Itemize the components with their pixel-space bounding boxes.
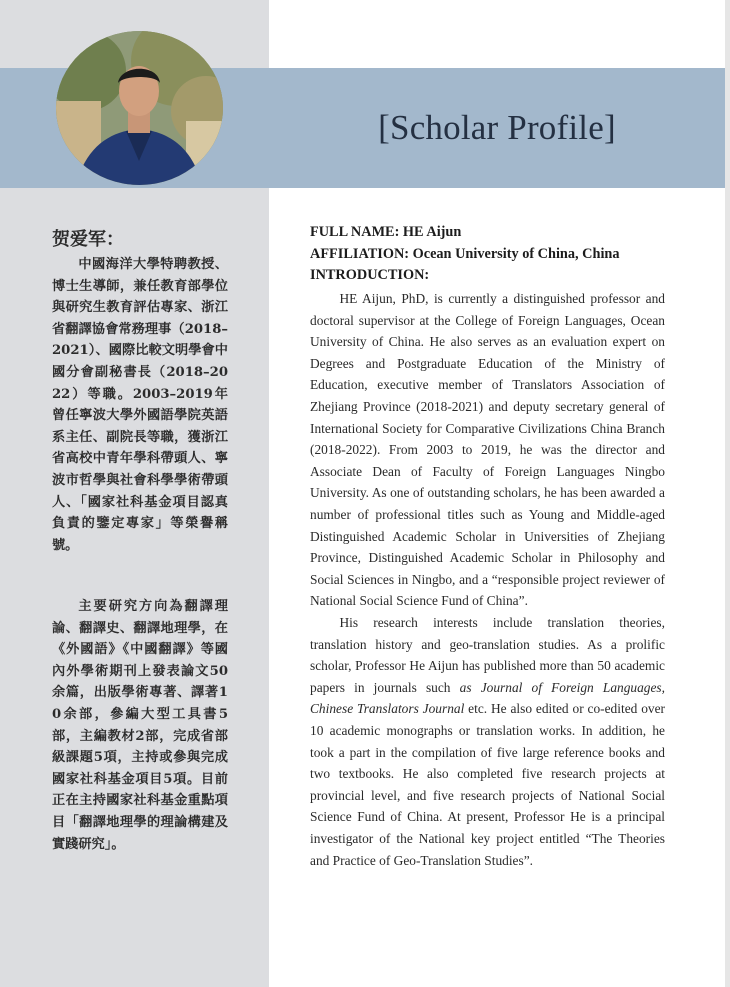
research-paragraph (310, 612, 665, 871)
chinese-research-paragraph: 主要研究方向為翻譯理論、翻譯史、翻譯地理學，在《外國語》《中國翻譯》等國內外學術期刊上發表論文50余篇，出版學術專著、譯著10余部，參編大型工具書5部，主編教材2部，完成省部級課題5項，主持或參與完成國家社科基金項目5項。目前正在主持國家社科基金重點項目「翻譯地理學的理論構建及實踐研究」。 (52, 599, 228, 852)
chinese-name: 贺爱军： (52, 229, 124, 250)
affiliation: AFFILIATION: Ocean University of China, China (310, 246, 620, 262)
chinese-bio-paragraph: 中國海洋大學特聘教授、博士生導師，兼任教育部學位與研究生教育評估專家、浙江省翻譯協會常務理事（2018–2021）、國際比較文明學會中國分會副秘書長（2018–2022）等職。2003–2019年曾任寧波大學外國語學院英語系主任、副院長等職，獲浙江省高校中青年學科帶頭人、寧波市哲學與社會科學學術帶頭人、「國家社科基金項目認真負責的鑒定專家」等榮譽稱號。 (52, 257, 228, 553)
page-edge-strip (725, 0, 730, 987)
page-title: [Scholar Profile] (378, 108, 616, 147)
scholar-portrait (56, 31, 223, 185)
introduction-paragraph: HE Aijun, PhD, is currently a distinguished professor and doctoral supervisor at the College of Foreign Languages, Ocean University of China. He also serves as an evaluation expert on Degrees and Postgraduate Education of the Ministry of Education, executive member of Translators Association of Zhejiang Province (2018-2021) and deputy secretary general of International Society for Comparative Civilizations China Branch (2018-2022). From 2003 to 2019, he was the director and Associate Dean of Faculty of Foreign Languages Ningbo University. As one of outstanding scholars, he has been awarded a number of professional titles such as Young and Middle-aged Distinguished Academic Scholar in Universities of Zhejiang Province, Distinguished Academic Scholar in Philosophy and Social Sciences in Ningbo, and a “responsible project reviewer of National Social Science Fund of China”. (310, 291, 665, 609)
full-name: FULL NAME: HE Aijun (310, 224, 462, 240)
journal-titles: as Journal of Foreign Languages, Chinese Translators Journal (310, 679, 665, 717)
introduction-label: INTRODUCTION: (310, 267, 430, 283)
research-text-start: His research interests include translation theories, translation history and geo-translation studies. As a prolific scholar, Professor He Aijun has published more than 50 academic papers in journals such (310, 615, 665, 695)
research-text-end: etc. He also edited or co-edited over 10 academic monographs or translation works. In addition, he took a part in the compilation of five large reference books and two textbooks. He also completed five research projects at provincial level, and five research projects of National Social Science Fund of China. At present, Professor He is a principal investigator of the National key project entitled “The Theories and Practice of Geo-Translation Studies”. (310, 701, 665, 868)
